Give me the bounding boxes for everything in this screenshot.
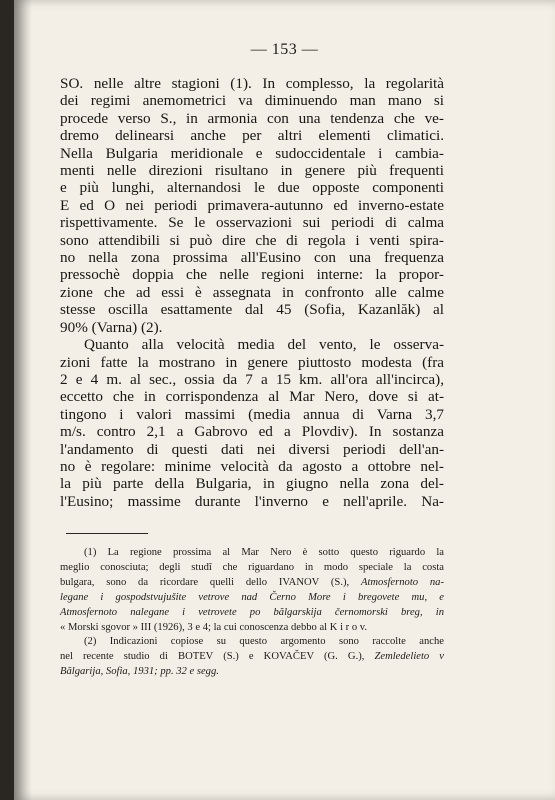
body-line: tingono i valori massimi (media annua di Varna 3,7 [60,405,444,423]
body-line: 90% (Varna) (2). [60,318,163,336]
footnote-line: (2) Indicazioni copiose su questo argomento sono raccolte anche [84,636,444,648]
footnote-text: bulgara, sono da ricordare quelli dello IVANOV (S.), [60,576,361,588]
body-line: zione che ad essi è assegnata in confronto alle calme [60,283,444,301]
book-page [14,0,555,800]
body-line: 2 e 4 m. al sec., ossia da 7 a 15 km. all'ora all'incirca), [60,370,444,388]
footnote-line: meglio conosciuta; degli studî che riguardano in modo speciale la costa [60,561,444,573]
footnote-italic-title: Atmosfernoto na- [360,576,444,588]
body-line: SO. nelle altre stagioni (1). In complesso, la regolarità [60,75,444,92]
footnote-line [60,606,444,621]
body-line: stesse oscilla esattamente dal 45 (Sofia, Kazanlăk) al [60,301,444,319]
footnote-line [60,576,444,591]
body-line: procede verso S., in armonia con una tendenza che ve- [60,109,444,127]
body-line: m/s. contro 2,1 a Gabrovo ed a Plovdiv). In sostanza [60,423,444,441]
body-line: no nella zona prossima all'Eusino con una frequenza [60,249,444,267]
footnote-line: (1) La regione prossima al Mar Nero è sotto questo riguardo la [84,547,444,558]
body-line: e più lunghi, alternandosi le due opposte componenti [60,179,444,197]
footnote-line [60,650,444,665]
footnote-text: nel recente studio di BOTEV (S.) e KOVAČEV (G. G.), [60,651,375,663]
body-line: rispettivamente. Se le osservazioni sui periodi di calma [60,214,444,232]
footnotes [60,546,444,680]
footnote-divider [66,533,148,534]
body-line: E ed O nei periodi primavera-autunno ed inverno-estate [60,196,444,214]
footnote-line [60,665,444,680]
body-line: menti nelle direzioni risultano in genere più frequenti [60,162,444,180]
footnote-italic-title: Zemledelieto v [374,651,444,663]
body-line: dei regimi anemometrici va diminuendo man mano si [60,92,444,110]
body-line: zioni fatte la mostrano in genere piuttosto modesta (fra [60,353,444,371]
body-line: la più parte della Bulgaria, in giugno nella zona del- [60,475,444,493]
body-line: Nella Bulgaria meridionale e sudoccidentale i cambia- [60,144,444,162]
body-line: no è regolare: minime velocità da agosto a ottobre nel- [60,457,444,475]
footnote-italic-title: Bălgarija, Sofia, 1931; pp. 32 e segg. [60,666,219,678]
body-line: l'Eusino; massime durante l'inverno e nell'aprile. Na- [60,492,444,510]
body-line: pressochè doppia che nelle regioni interne: la propor- [60,266,444,284]
body-text [60,75,444,510]
body-line: eccetto che in corrispondenza al Mar Nero, dove si at- [60,388,444,406]
footnote-line [60,591,444,606]
footnote-italic-title: legane i gospodstvujušite vetrove nad Černo More i bregovete mu, e [60,591,444,603]
body-line: sono attendibili si può dire che di regola i venti spira- [60,231,444,249]
body-line: l'andamento di questi dati nei diversi periodi dell'an- [60,440,444,458]
page-number: — 153 — [250,41,319,58]
body-line: dremo delinearsi anche per altri elementi climatici. [60,127,444,145]
body-line: Quanto alla velocità media del vento, le osserva- [84,336,444,354]
gutter-shadow [14,0,32,800]
footnote-line: « Morski sgovor » III (1926), 3 e 4; la cui conoscenza debbo al K i r o v. [60,621,368,633]
footnote-italic-title: Atmosfernoto nalegane i vetrovete po bălgarskija černomorski breg, in [60,606,444,618]
